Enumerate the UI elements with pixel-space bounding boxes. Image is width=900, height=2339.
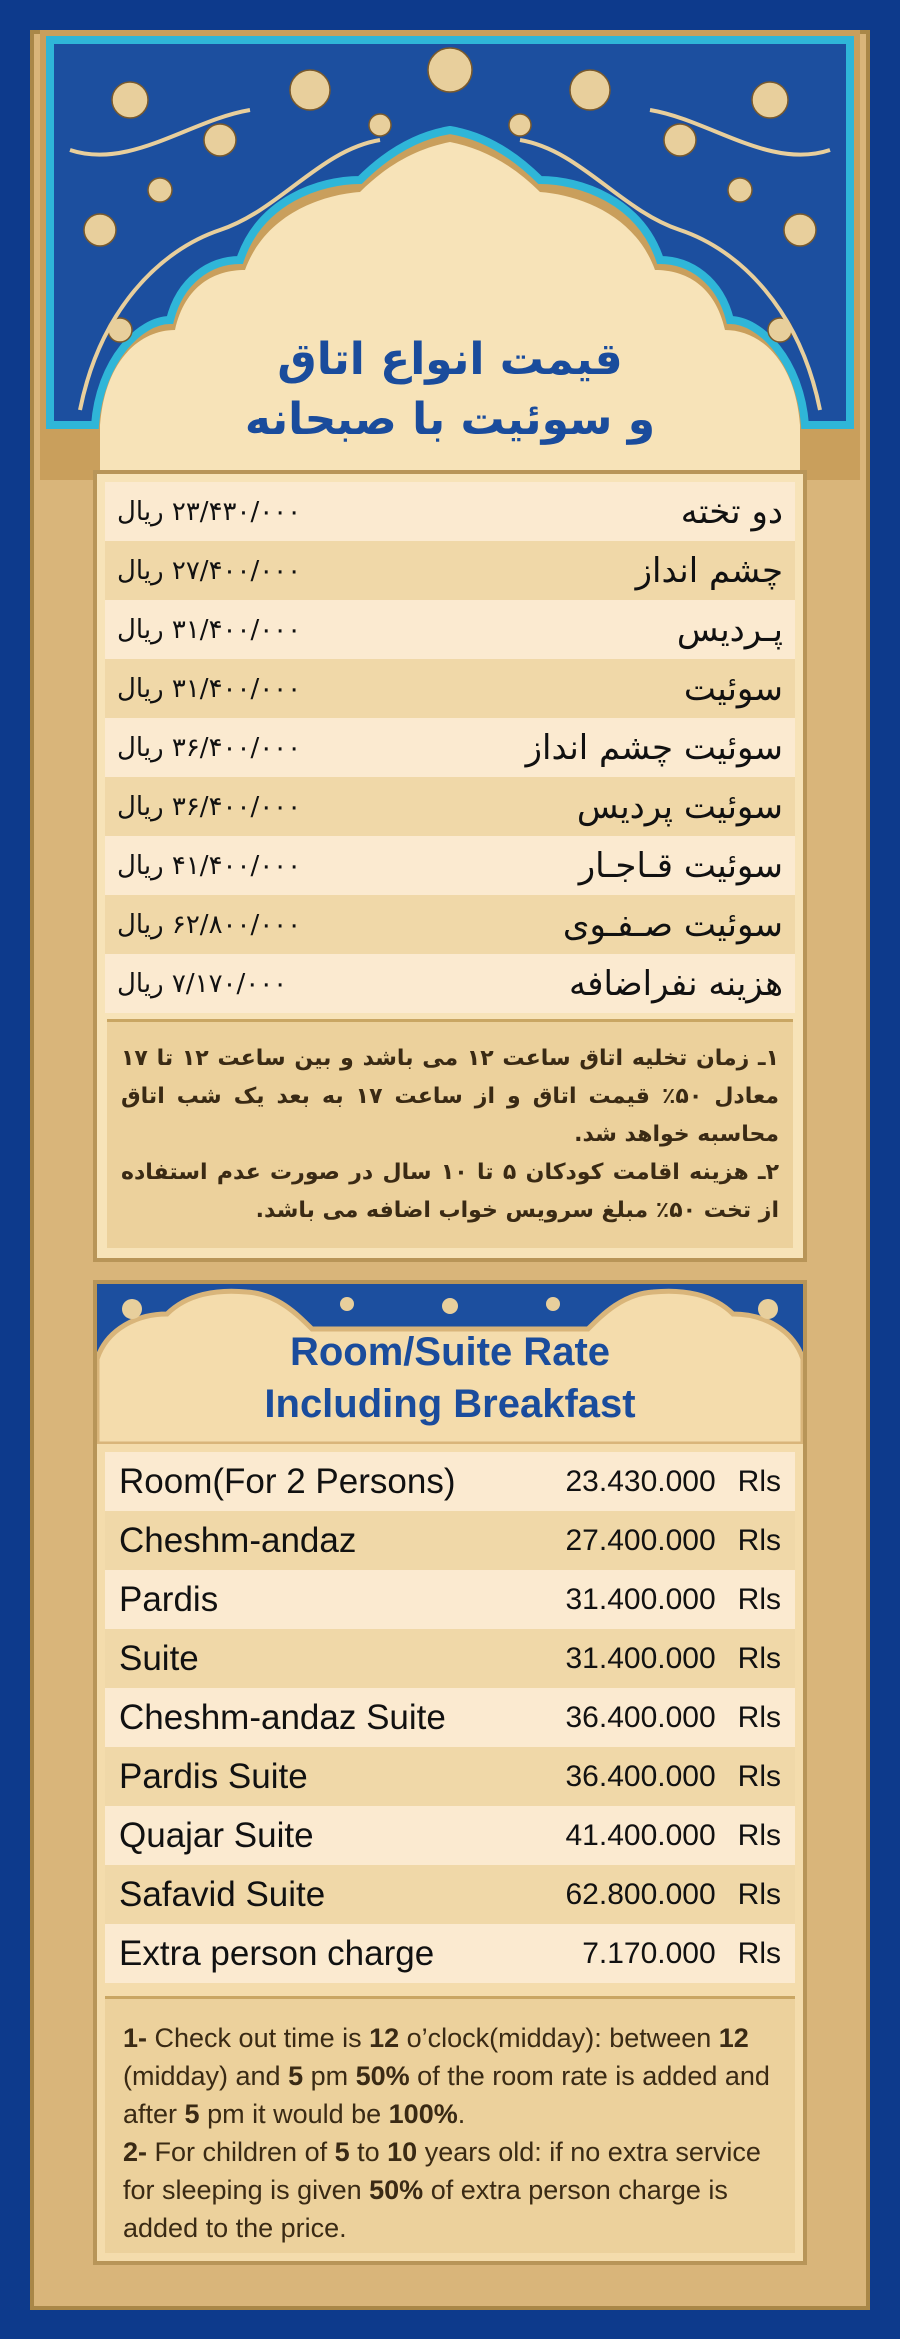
english-rate-row xyxy=(105,1688,795,1747)
persian-rate-panel xyxy=(93,470,807,1262)
room-type: سوئیت پردیس xyxy=(576,786,783,827)
persian-rate-row xyxy=(105,482,795,541)
room-type: Suite xyxy=(119,1638,199,1678)
english-rate-row xyxy=(105,1629,795,1688)
room-price: 23.430.000 xyxy=(565,1464,716,1498)
persian-title-line2: و سوئیت با صبحانه xyxy=(244,394,656,445)
english-rate-row xyxy=(105,1452,795,1511)
room-price: 27.400.000 xyxy=(565,1523,716,1557)
english-rate-row xyxy=(105,1511,795,1570)
currency-unit: Rls xyxy=(737,1877,781,1911)
currency-unit: Rls xyxy=(737,1700,781,1734)
english-rate-row xyxy=(105,1747,795,1806)
room-price: 41.400.000 xyxy=(565,1818,716,1852)
room-type: Quajar Suite xyxy=(119,1815,314,1855)
currency-unit: Rls xyxy=(737,1818,781,1852)
currency-unit: Rls xyxy=(737,1936,781,1970)
room-type: Pardis xyxy=(119,1579,219,1619)
persian-title-line1: قیمت انواع اتاق xyxy=(277,334,623,385)
room-type: چشم انداز xyxy=(635,550,783,591)
persian-rate-row xyxy=(105,600,795,659)
room-type: Safavid Suite xyxy=(119,1874,326,1914)
persian-rate-list xyxy=(105,482,795,1013)
room-price: ۶۲/۸۰۰/۰۰۰ ریال xyxy=(117,909,302,940)
room-price: ۳۱/۴۰۰/۰۰۰ ریال xyxy=(117,614,302,645)
room-type: سوئیت قـاجـار xyxy=(578,845,783,886)
room-price: ۴۱/۴۰۰/۰۰۰ ریال xyxy=(117,850,302,881)
room-type: دو تخته xyxy=(680,491,783,532)
persian-rate-row xyxy=(105,895,795,954)
room-price: 62.800.000 xyxy=(565,1877,716,1911)
persian-note-1: ۱ـ زمان تخلیه اتاق ساعت ۱۲ می باشد و بین ساعت ۱۲ تا ۱۷ معادل ۵۰٪ قیمت اتاق و از ساعت ۱۷ به بعد یک شب اتاق محاسبه خواهد شد. xyxy=(121,1046,779,1147)
english-rate-row xyxy=(105,1924,795,1983)
english-rate-row xyxy=(105,1865,795,1924)
english-notes xyxy=(105,1996,795,2253)
room-price: ۷/۱۷۰/۰۰۰ ریال xyxy=(117,968,288,999)
persian-rate-row xyxy=(105,659,795,718)
room-type: هزینه نفراضافه xyxy=(568,963,783,1004)
currency-unit: Rls xyxy=(737,1759,781,1793)
english-rate-row xyxy=(105,1806,795,1865)
room-price: 31.400.000 xyxy=(565,1641,716,1675)
english-note-2: 2- For children of 5 to 10 years old: if no extra service for sleeping is given 50% of extra person charge is added to the price. xyxy=(123,2137,761,2243)
persian-notes xyxy=(107,1019,793,1248)
english-note-1: 1- Check out time is 12 o’clock(midday): between 12 (midday) and 5 pm 50% of the room rate is added and after 5 pm it would be 100%. xyxy=(123,2023,770,2129)
room-type: Pardis Suite xyxy=(119,1756,308,1796)
room-price: 7.170.000 xyxy=(582,1936,716,1970)
currency-unit: Rls xyxy=(737,1582,781,1616)
english-rate-row xyxy=(105,1570,795,1629)
persian-rate-row xyxy=(105,777,795,836)
english-rate-list xyxy=(105,1452,795,1983)
currency-unit: Rls xyxy=(737,1464,781,1498)
room-type: پـردیس xyxy=(676,609,783,650)
room-price: 36.400.000 xyxy=(565,1759,716,1793)
room-type: Room(For 2 Persons) xyxy=(119,1461,456,1501)
room-type: Extra person charge xyxy=(119,1933,435,1973)
room-type: سوئیت چشم انداز xyxy=(525,727,783,768)
room-price: ۳۶/۴۰۰/۰۰۰ ریال xyxy=(117,791,302,822)
room-type: Cheshm-andaz Suite xyxy=(119,1697,446,1737)
room-price: 31.400.000 xyxy=(565,1582,716,1616)
currency-unit: Rls xyxy=(737,1523,781,1557)
persian-rate-row xyxy=(105,954,795,1013)
persian-note-2: ۲ـ هزینه اقامت کودکان ۵ تا ۱۰ سال در صورت عدم استفاده از تخت ۵۰٪ مبلغ سرویس خواب اضافه می باشد. xyxy=(121,1160,779,1223)
room-type: سوئیت صـفـوی xyxy=(562,904,783,945)
currency-unit: Rls xyxy=(737,1641,781,1675)
persian-rate-row xyxy=(105,836,795,895)
english-rate-panel xyxy=(93,1280,807,2265)
persian-rate-row xyxy=(105,541,795,600)
english-title-line2: Including Breakfast xyxy=(264,1382,636,1426)
english-title-line1: Room/Suite Rate xyxy=(289,1330,611,1374)
persian-title xyxy=(110,330,790,450)
persian-rate-row xyxy=(105,718,795,777)
room-type: سوئیت xyxy=(683,668,783,709)
english-title xyxy=(97,1326,803,1430)
room-price: ۲۷/۴۰۰/۰۰۰ ریال xyxy=(117,555,302,586)
room-price: 36.400.000 xyxy=(565,1700,716,1734)
room-type: Cheshm-andaz xyxy=(119,1520,357,1560)
room-price: ۳۱/۴۰۰/۰۰۰ ریال xyxy=(117,673,302,704)
room-price: ۲۳/۴۳۰/۰۰۰ ریال xyxy=(117,496,302,527)
room-price: ۳۶/۴۰۰/۰۰۰ ریال xyxy=(117,732,302,763)
